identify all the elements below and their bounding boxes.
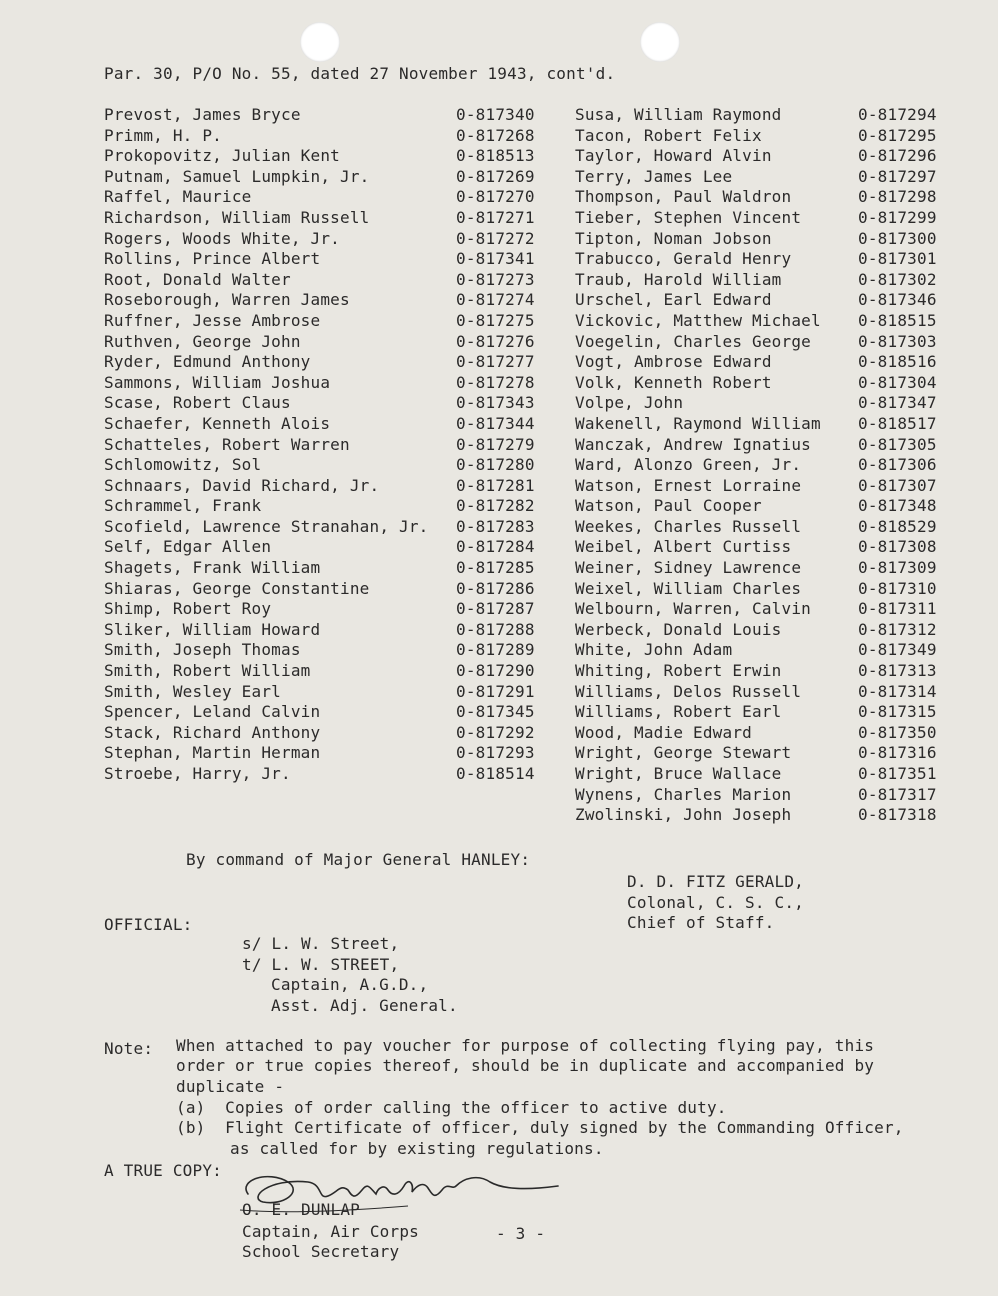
officer-name: Schaefer, Kenneth Alois: [104, 413, 331, 433]
officer-name: Wright, Bruce Wallace: [575, 764, 782, 783]
officer-serial: 0-817305: [858, 434, 937, 454]
chief-rank: Colonal, C. S. C.,: [627, 893, 804, 912]
officer-serial: 0-817277: [456, 352, 535, 372]
officer-row: [104, 537, 574, 558]
officer-serial: 0-817287: [456, 599, 535, 619]
officer-row: [575, 208, 975, 229]
officer-serial: 0-817313: [858, 661, 937, 681]
officer-name: Prokopovitz, Julian Kent: [104, 146, 340, 166]
officer-row: [575, 805, 975, 826]
officer-serial: 0-817317: [858, 784, 937, 804]
officer-serial: 0-817270: [456, 187, 535, 207]
officer-name: Smith, Joseph Thomas: [104, 640, 301, 660]
officer-name: Self, Edgar Allen: [104, 537, 272, 557]
officer-serial: 0-817271: [456, 207, 535, 227]
note-line-1: When attached to pay voucher for purpose of collecting flying pay, this: [176, 1036, 875, 1055]
officer-row: [104, 764, 574, 785]
note-item-b: (b) Flight Certificate of officer, duly signed by the Commanding Officer,: [176, 1118, 904, 1137]
officer-row: [575, 146, 975, 167]
true-copy-rank: Captain, Air Corps: [242, 1222, 419, 1241]
officer-serial: 0-817298: [858, 187, 937, 207]
officer-row: [575, 496, 975, 517]
officer-row: [104, 579, 574, 600]
officer-name: Urschel, Earl Edward: [575, 290, 772, 310]
note-line-3: duplicate -: [176, 1077, 285, 1096]
officer-row: [104, 332, 574, 353]
officer-row: [575, 723, 975, 744]
note-item-b-cont: as called for by existing regulations.: [230, 1139, 604, 1158]
officer-serial: 0-817282: [456, 496, 535, 516]
officer-serial: 0-817300: [858, 228, 937, 248]
officer-row: [104, 229, 574, 250]
officer-serial: 0-818514: [456, 764, 535, 783]
officer-serial: 0-817349: [858, 640, 937, 660]
officer-serial: 0-817279: [456, 434, 535, 454]
officer-serial: 0-817275: [456, 310, 535, 330]
officer-name: Stack, Richard Anthony: [104, 722, 321, 742]
officer-row: [575, 311, 975, 332]
punch-hole-left: [300, 22, 340, 62]
true-copy-title: School Secretary: [242, 1242, 400, 1261]
officer-name: Shimp, Robert Roy: [104, 599, 272, 619]
officer-name: Volpe, John: [575, 393, 684, 413]
officer-name: Ryder, Edmund Anthony: [104, 352, 311, 372]
officer-name: Wood, Madie Edward: [575, 722, 752, 742]
officer-name: Stephan, Martin Herman: [104, 743, 321, 763]
officer-row: [104, 599, 574, 620]
officer-row: [575, 126, 975, 147]
officer-serial: 0-818517: [858, 413, 937, 433]
officer-row: [104, 393, 574, 414]
officer-name: Tacon, Robert Felix: [575, 125, 762, 145]
officer-name: Roseborough, Warren James: [104, 290, 350, 310]
officer-serial: 0-817316: [858, 743, 937, 763]
officer-row: [104, 496, 574, 517]
officer-name: Thompson, Paul Waldron: [575, 187, 792, 207]
officer-row: [575, 105, 975, 126]
officer-row: [575, 640, 975, 661]
officer-name: Wynens, Charles Marion: [575, 784, 792, 804]
officer-name: Watson, Ernest Lorraine: [575, 475, 802, 495]
officer-serial: 0-817299: [858, 207, 937, 227]
officer-serial: 0-817272: [456, 228, 535, 248]
officer-row: [104, 661, 574, 682]
officer-row: [104, 723, 574, 744]
officer-serial: 0-817292: [456, 722, 535, 742]
official-line-1: s/ L. W. Street,: [242, 934, 400, 953]
officer-row: [104, 126, 574, 147]
officer-name: Zwolinski, John Joseph: [575, 805, 792, 825]
officer-row: [104, 455, 574, 476]
officer-row: [575, 167, 975, 188]
punch-hole-right: [640, 22, 680, 62]
officer-name: Weiner, Sidney Lawrence: [575, 558, 802, 578]
officer-row: [575, 517, 975, 538]
officer-name: Volk, Kenneth Robert: [575, 372, 772, 392]
officer-serial: 0-817296: [858, 146, 937, 166]
officer-row: [575, 249, 975, 270]
officer-row: [575, 537, 975, 558]
officer-serial: 0-817348: [858, 496, 937, 516]
officer-list-left: [104, 105, 574, 785]
officer-name: Voegelin, Charles George: [575, 331, 811, 351]
officer-row: [104, 105, 574, 126]
official-label: OFFICIAL:: [104, 915, 193, 934]
chief-title: Chief of Staff.: [627, 913, 775, 932]
officer-serial: 0-817347: [858, 393, 937, 413]
officer-serial: 0-817269: [456, 166, 535, 186]
officer-serial: 0-817302: [858, 269, 937, 289]
true-copy-name: O. E. DUNLAP: [242, 1200, 360, 1219]
officer-serial: 0-817286: [456, 578, 535, 598]
officer-row: [104, 558, 574, 579]
officer-name: Stroebe, Harry, Jr.: [104, 764, 291, 783]
command-line: By command of Major General HANLEY:: [186, 850, 531, 869]
officer-name: Rogers, Woods White, Jr.: [104, 228, 340, 248]
officer-serial: 0-817301: [858, 249, 937, 269]
officer-row: [575, 332, 975, 353]
official-line-2: t/ L. W. STREET,: [242, 955, 400, 974]
officer-serial: 0-817312: [858, 619, 937, 639]
officer-name: Schlomowitz, Sol: [104, 455, 262, 475]
officer-serial: 0-817307: [858, 475, 937, 495]
officer-row: [104, 682, 574, 703]
document-header: Par. 30, P/O No. 55, dated 27 November 1943, cont'd.: [104, 64, 616, 83]
officer-row: [104, 290, 574, 311]
officer-name: Rollins, Prince Albert: [104, 249, 321, 269]
officer-row: [104, 743, 574, 764]
officer-serial: 0-817318: [858, 805, 937, 825]
officer-name: Putnam, Samuel Lumpkin, Jr.: [104, 166, 370, 186]
chief-name: D. D. FITZ GERALD,: [627, 872, 804, 891]
officer-name: Whiting, Robert Erwin: [575, 661, 782, 681]
officer-serial: 0-817294: [858, 105, 937, 124]
officer-serial: 0-817308: [858, 537, 937, 557]
officer-serial: 0-817315: [858, 702, 937, 722]
officer-row: [104, 435, 574, 456]
officer-serial: 0-817303: [858, 331, 937, 351]
officer-serial: 0-817289: [456, 640, 535, 660]
officer-serial: 0-817280: [456, 455, 535, 475]
officer-name: Vickovic, Matthew Michael: [575, 310, 821, 330]
officer-row: [104, 620, 574, 641]
officer-row: [104, 187, 574, 208]
officer-serial: 0-817283: [456, 516, 535, 536]
officer-row: [104, 640, 574, 661]
officer-serial: 0-817311: [858, 599, 937, 619]
officer-serial: 0-817295: [858, 125, 937, 145]
officer-row: [104, 373, 574, 394]
officer-row: [575, 373, 975, 394]
official-line-3: Captain, A.G.D.,: [271, 975, 429, 994]
officer-name: Terry, James Lee: [575, 166, 733, 186]
officer-serial: 0-818516: [858, 352, 937, 372]
officer-serial: 0-817310: [858, 578, 937, 598]
officer-name: Wright, George Stewart: [575, 743, 792, 763]
officer-serial: 0-817273: [456, 269, 535, 289]
page-number: - 3 -: [496, 1224, 546, 1243]
officer-name: Welbourn, Warren, Calvin: [575, 599, 811, 619]
officer-name: Sliker, William Howard: [104, 619, 321, 639]
officer-name: Trabucco, Gerald Henry: [575, 249, 792, 269]
officer-serial: 0-817345: [456, 702, 535, 722]
note-label: Note:: [104, 1039, 154, 1058]
officer-name: Scase, Robert Claus: [104, 393, 291, 413]
officer-name: Williams, Robert Earl: [575, 702, 782, 722]
officer-name: Traub, Harold William: [575, 269, 782, 289]
officer-serial: 0-817297: [858, 166, 937, 186]
officer-serial: 0-817281: [456, 475, 535, 495]
officer-row: [575, 558, 975, 579]
officer-row: [575, 270, 975, 291]
note-line-2: order or true copies thereof, should be in duplicate and accompanied by: [176, 1056, 875, 1075]
officer-name: Scofield, Lawrence Stranahan, Jr.: [104, 516, 429, 536]
officer-row: [104, 414, 574, 435]
officer-name: Wanczak, Andrew Ignatius: [575, 434, 811, 454]
officer-name: Schrammel, Frank: [104, 496, 262, 516]
officer-row: [104, 702, 574, 723]
officer-serial: 0-817291: [456, 681, 535, 701]
officer-name: Wakenell, Raymond William: [575, 413, 821, 433]
officer-serial: 0-817278: [456, 372, 535, 392]
officer-serial: 0-817288: [456, 619, 535, 639]
officer-name: Smith, Robert William: [104, 661, 311, 681]
officer-row: [575, 476, 975, 497]
officer-name: Watson, Paul Cooper: [575, 496, 762, 516]
officer-serial: 0-817306: [858, 455, 937, 475]
officer-row: [104, 517, 574, 538]
officer-row: [575, 764, 975, 785]
officer-name: Werbeck, Donald Louis: [575, 619, 782, 639]
officer-row: [104, 270, 574, 291]
officer-name: Williams, Delos Russell: [575, 681, 802, 701]
officer-name: Sammons, William Joshua: [104, 372, 331, 392]
officer-row: [575, 661, 975, 682]
officer-name: White, John Adam: [575, 640, 733, 660]
officer-serial: 0-818513: [456, 146, 535, 166]
officer-row: [575, 352, 975, 373]
officer-row: [104, 249, 574, 270]
officer-name: Richardson, William Russell: [104, 207, 370, 227]
officer-name: Schatteles, Robert Warren: [104, 434, 350, 454]
officer-row: [104, 476, 574, 497]
officer-row: [575, 579, 975, 600]
officer-serial: 0-817341: [456, 249, 535, 269]
officer-name: Susa, William Raymond: [575, 105, 782, 124]
officer-row: [575, 785, 975, 806]
note-item-a: (a) Copies of order calling the officer to active duty.: [176, 1098, 727, 1117]
officer-name: Smith, Wesley Earl: [104, 681, 281, 701]
officer-row: [104, 146, 574, 167]
officer-name: Tieber, Stephen Vincent: [575, 207, 802, 227]
officer-serial: 0-817285: [456, 558, 535, 578]
officer-serial: 0-817346: [858, 290, 937, 310]
officer-serial: 0-817274: [456, 290, 535, 310]
officer-row: [104, 311, 574, 332]
officer-row: [575, 620, 975, 641]
officer-serial: 0-817314: [858, 681, 937, 701]
officer-row: [104, 208, 574, 229]
officer-name: Shiaras, George Constantine: [104, 578, 370, 598]
officer-name: Spencer, Leland Calvin: [104, 702, 321, 722]
officer-name: Weekes, Charles Russell: [575, 516, 802, 536]
officer-serial: 0-817351: [858, 764, 937, 783]
officer-name: Taylor, Howard Alvin: [575, 146, 772, 166]
officer-row: [104, 352, 574, 373]
officer-name: Schnaars, David Richard, Jr.: [104, 475, 380, 495]
officer-serial: 0-817293: [456, 743, 535, 763]
officer-serial: 0-817276: [456, 331, 535, 351]
officer-name: Raffel, Maurice: [104, 187, 252, 207]
officer-name: Root, Donald Walter: [104, 269, 291, 289]
officer-row: [575, 702, 975, 723]
officer-serial: 0-818529: [858, 516, 937, 536]
officer-name: Primm, H. P.: [104, 125, 222, 145]
official-line-4: Asst. Adj. General.: [271, 996, 458, 1015]
officer-row: [575, 414, 975, 435]
officer-list-right: [575, 105, 975, 826]
officer-row: [575, 435, 975, 456]
officer-name: Tipton, Noman Jobson: [575, 228, 772, 248]
officer-serial: 0-817350: [858, 722, 937, 742]
officer-name: Ward, Alonzo Green, Jr.: [575, 455, 802, 475]
officer-serial: 0-818515: [858, 310, 937, 330]
officer-serial: 0-817344: [456, 413, 535, 433]
officer-serial: 0-817284: [456, 537, 535, 557]
officer-row: [575, 682, 975, 703]
officer-row: [575, 743, 975, 764]
officer-serial: 0-817309: [858, 558, 937, 578]
officer-name: Vogt, Ambrose Edward: [575, 352, 772, 372]
officer-name: Shagets, Frank William: [104, 558, 321, 578]
officer-serial: 0-817290: [456, 661, 535, 681]
officer-serial: 0-817304: [858, 372, 937, 392]
officer-name: Ruffner, Jesse Ambrose: [104, 310, 321, 330]
officer-row: [575, 599, 975, 620]
officer-row: [104, 167, 574, 188]
officer-serial: 0-817340: [456, 105, 535, 124]
officer-row: [575, 393, 975, 414]
officer-name: Weixel, William Charles: [575, 578, 802, 598]
officer-serial: 0-817268: [456, 125, 535, 145]
officer-name: Ruthven, George John: [104, 331, 301, 351]
officer-row: [575, 229, 975, 250]
officer-name: Prevost, James Bryce: [104, 105, 301, 124]
officer-row: [575, 290, 975, 311]
officer-name: Weibel, Albert Curtiss: [575, 537, 792, 557]
officer-row: [575, 455, 975, 476]
officer-row: [575, 187, 975, 208]
officer-serial: 0-817343: [456, 393, 535, 413]
true-copy-label: A TRUE COPY:: [104, 1161, 222, 1180]
